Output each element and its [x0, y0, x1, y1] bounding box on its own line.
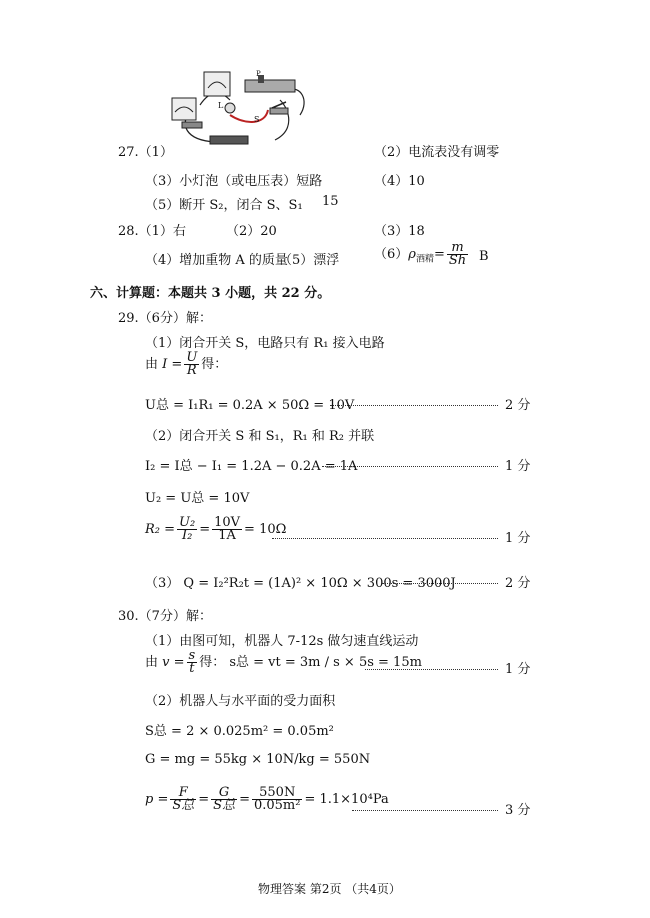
q30-pressure-leader [352, 810, 498, 811]
page-footer: 物理答案 第2页 （共4页） [258, 882, 401, 896]
circuit-diagram [170, 70, 320, 150]
q29-eq1: U总 = I₁R₁ = 0.2A × 50Ω = 10V [145, 398, 355, 413]
q28-item5: （5）漂浮 [279, 253, 340, 268]
q30-title: 30.（7分）解： [118, 609, 212, 624]
q30-pressure: p = $\frac{F}{\text{S总}}$ = $\frac{G}{\text{S总}}$ = $\frac{550N}{\text{0.05m²}}$ = 1.1×10⁴Pa [145, 785, 389, 813]
q28-item2: （2）20 [226, 224, 277, 239]
q29-eq4-score: 1 分 [505, 531, 531, 546]
q28-item3: （3）18 [374, 224, 425, 239]
q30-eqS: S总 = 2 × 0.025m² = 0.05m² [145, 724, 334, 739]
q27-item1: 27.（1） [118, 145, 173, 160]
q30-eqG: G = mg = 55kg × 10N/kg = 550N [145, 752, 371, 767]
q29-step2: （2）闭合开关 S 和 S₁，R₁ 和 R₂ 并联 [145, 429, 375, 444]
q29-eq2-score: 1 分 [505, 459, 531, 474]
q29-eq1-leader [330, 405, 498, 406]
q29-eq5: （3） Q = I₂²R₂t = (1A)² × 10Ω × 300s = 3000J [145, 576, 456, 591]
q29-ohm-law: 由 I = $\frac{U}{R}$ 得： [145, 350, 228, 378]
q29-eq2-leader [322, 466, 498, 467]
q29-eq4: R₂ = $\frac{\text{U₂}}{\text{I₂}}$ = $\frac{10V}{1A}$ = 10Ω [145, 515, 287, 543]
label-P: P [256, 70, 261, 78]
q27-item5-value: 15 [322, 194, 339, 209]
q27-item4: （4）10 [374, 174, 425, 189]
q29-step1: （1）闭合开关 S，电路只有 R₁ 接入电路 [145, 336, 385, 351]
q29-title: 29.（6分）解： [118, 311, 212, 326]
label-S: S [254, 115, 260, 124]
q29-eq5-score: 2 分 [505, 576, 531, 591]
q29-eq1-score: 2 分 [505, 398, 531, 413]
q27-item5: （5）断开 S₂，闭合 S、S₁ [145, 198, 303, 213]
q29-eq2: I₂ = I总 − I₁ = 1.2A − 0.2A = 1A [145, 459, 358, 474]
q30-pressure-score: 3 分 [505, 803, 531, 818]
q28-item4: （4）增加重物 A 的质量 [145, 253, 288, 268]
q27-item3: （3）小灯泡（或电压表）短路 [145, 174, 323, 189]
section6-heading: 六、计算题：本题共 3 小题，共 22 分。 [90, 286, 331, 301]
q30-velocity-score: 1 分 [505, 662, 531, 677]
q30-step2: （2）机器人与水平面的受力面积 [145, 694, 336, 709]
q30-step1: （1）由图可知，机器人 7-12s 做匀速直线运动 [145, 634, 419, 649]
q28-item1: 28.（1）右 [118, 224, 186, 239]
q29-eq3: U₂ = U总 = 10V [145, 491, 250, 506]
q28-item6-answer: B [479, 249, 489, 264]
q30-velocity-leader [365, 669, 498, 670]
q27-item2: （2）电流表没有调零 [374, 145, 500, 160]
q29-eq5-leader [382, 583, 498, 584]
q28-item6: $(6)\rho_{酒精}=$ $\frac{m}{Sh}$ [374, 240, 467, 268]
label-L: L [218, 101, 224, 110]
lamp-symbol [225, 103, 235, 113]
q29-eq4-leader [272, 538, 498, 539]
q30-velocity: 由 v = $\frac{s}{t}$ 得： s总 = vt = 3m / s × 5s = 15m [145, 648, 422, 676]
